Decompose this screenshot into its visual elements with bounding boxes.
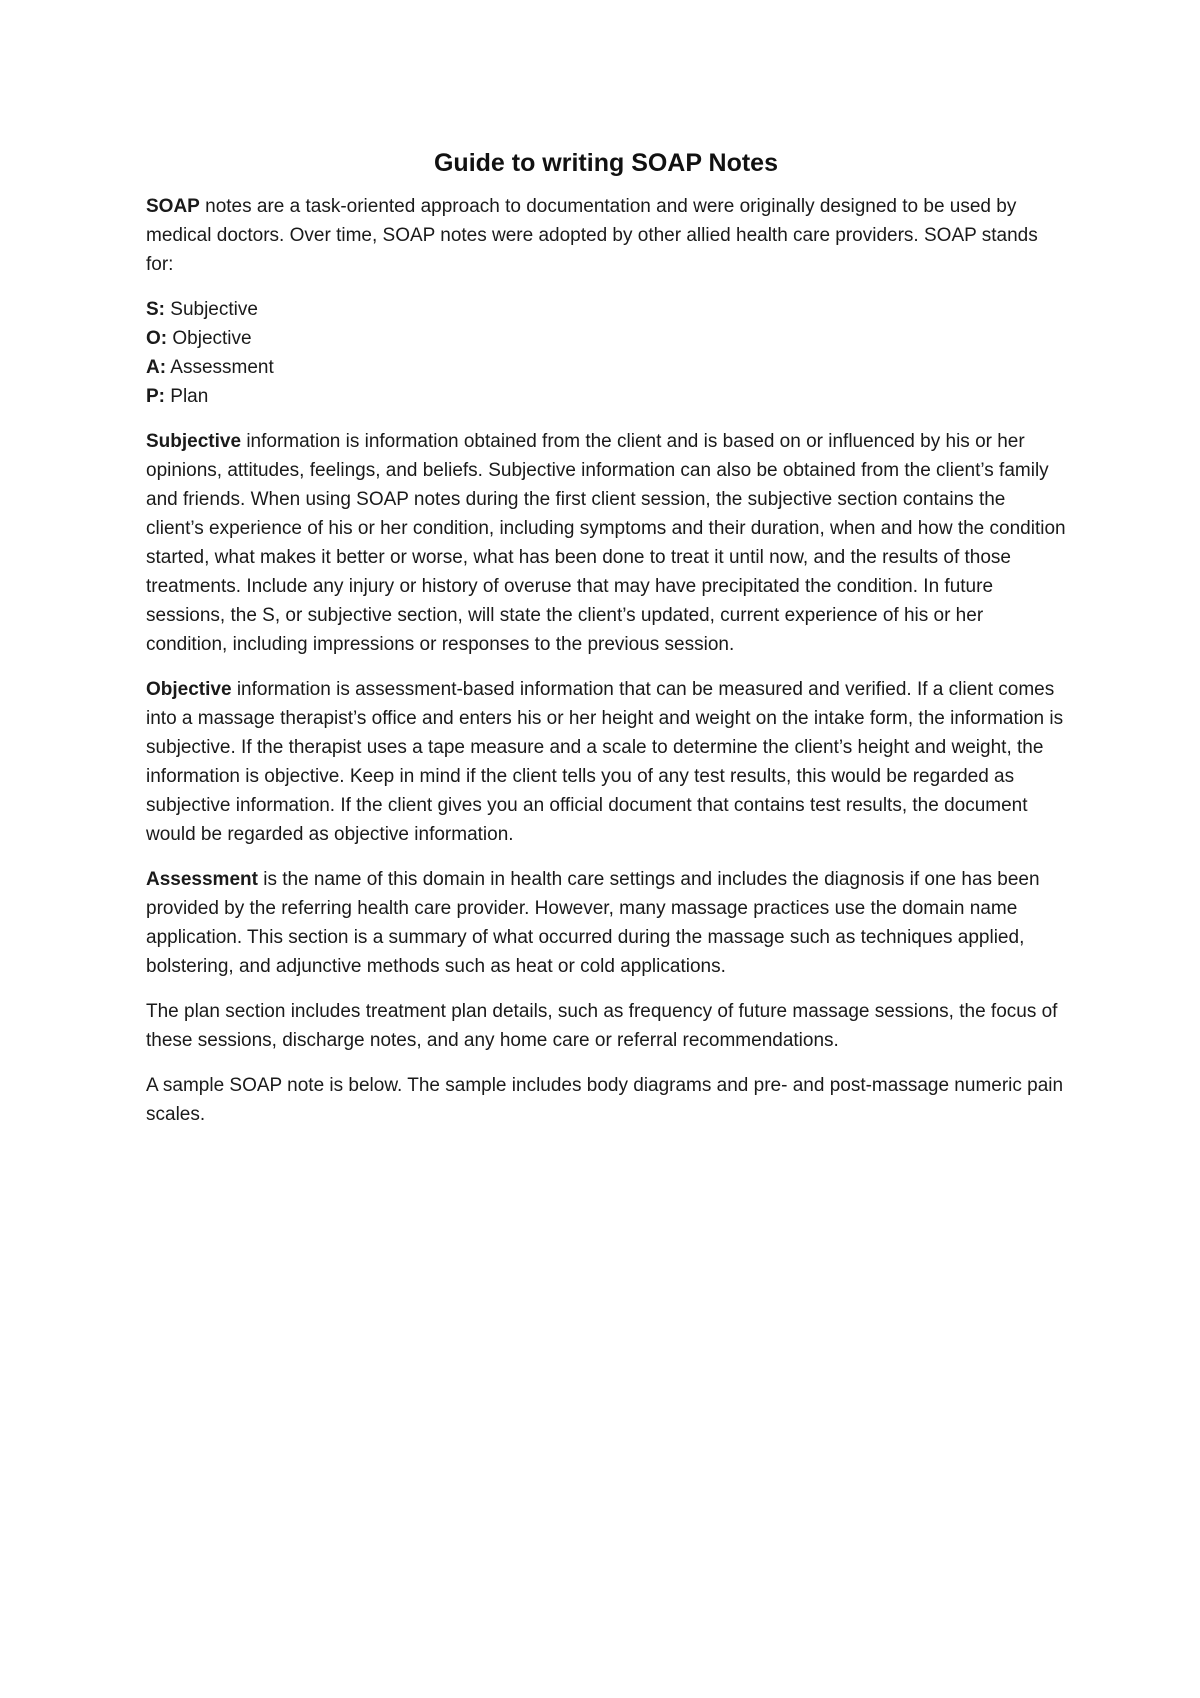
subjective-text: information is information obtained from the client and is based on or influenced by his or her opinions, attitudes, feelings, and beliefs. Subjective information can also be obtained from the client’s family and friends. When using SOAP notes during the first client session, the subjective section contains the client’s experience of his or her condition, including symptoms and their duration, when and how the condition started, what makes it better or worse, what has been done to treat it until now, and the results of those treatments. Include any injury or history of overuse that may have precipitated the condition. In future sessions, the S, or subjective section, will state the client’s updated, current experience of his or her condition, including impressions or responses to the previous session. [146, 431, 1066, 655]
intro-lead: SOAP [146, 196, 200, 217]
objective-lead: Objective [146, 679, 232, 700]
acronym-letter: O: [146, 328, 168, 349]
acronym-letter: S: [146, 299, 165, 320]
acronym-item-o [146, 324, 1066, 353]
acronym-list [146, 295, 1066, 411]
acronym-letter: P: [146, 386, 165, 407]
acronym-word: Objective [167, 328, 252, 349]
plan-paragraph: The plan section includes treatment plan details, such as frequency of future massage sessions, the focus of these sessions, discharge notes, and any home care or referral recommendations. [146, 1001, 1058, 1051]
acronym-item-a [146, 353, 1066, 382]
sample-paragraph: A sample SOAP note is below. The sample includes body diagrams and pre- and post-massage numeric pain scales. [146, 1075, 1064, 1125]
acronym-word: Assessment [166, 357, 274, 378]
assessment-paragraph [146, 865, 1066, 981]
acronym-letter: A: [146, 357, 167, 378]
document-body [146, 146, 1066, 1145]
acronym-item-s [146, 295, 1066, 324]
subjective-lead: Subjective [146, 431, 242, 452]
assessment-lead: Assessment [146, 869, 258, 890]
acronym-item-p [146, 382, 1066, 411]
objective-text: information is assessment-based information that can be measured and verified. If a client comes into a massage therapist’s office and enters his or her height and weight on the intake form, the information is subjective. If the therapist uses a tape measure and a scale to determine the client’s height and weight, the information is objective. Keep in mind if the client tells you of any test results, this would be regarded as subjective information. If the client gives you an official document that contains test results, the document would be regarded as objective information. [146, 679, 1064, 845]
document-title: Guide to writing SOAP Notes [433, 149, 778, 177]
acronym-word: Plan [165, 386, 209, 407]
intro-paragraph [146, 192, 1066, 279]
intro-text: notes are a task-oriented approach to documentation and were originally designed to be used by medical doctors. Over time, SOAP notes were adopted by other allied health care providers. SOAP stands for: [146, 196, 1038, 275]
subjective-paragraph [146, 427, 1066, 659]
assessment-text: is the name of this domain in health care settings and includes the diagnosis if one has been provided by the referring health care provider. However, many massage practices use the domain name application. This section is a summary of what occurred during the massage such as techniques applied, bolstering, and adjunctive methods such as heat or cold applications. [146, 869, 1040, 977]
objective-paragraph [146, 675, 1066, 849]
acronym-word: Subjective [165, 299, 258, 320]
